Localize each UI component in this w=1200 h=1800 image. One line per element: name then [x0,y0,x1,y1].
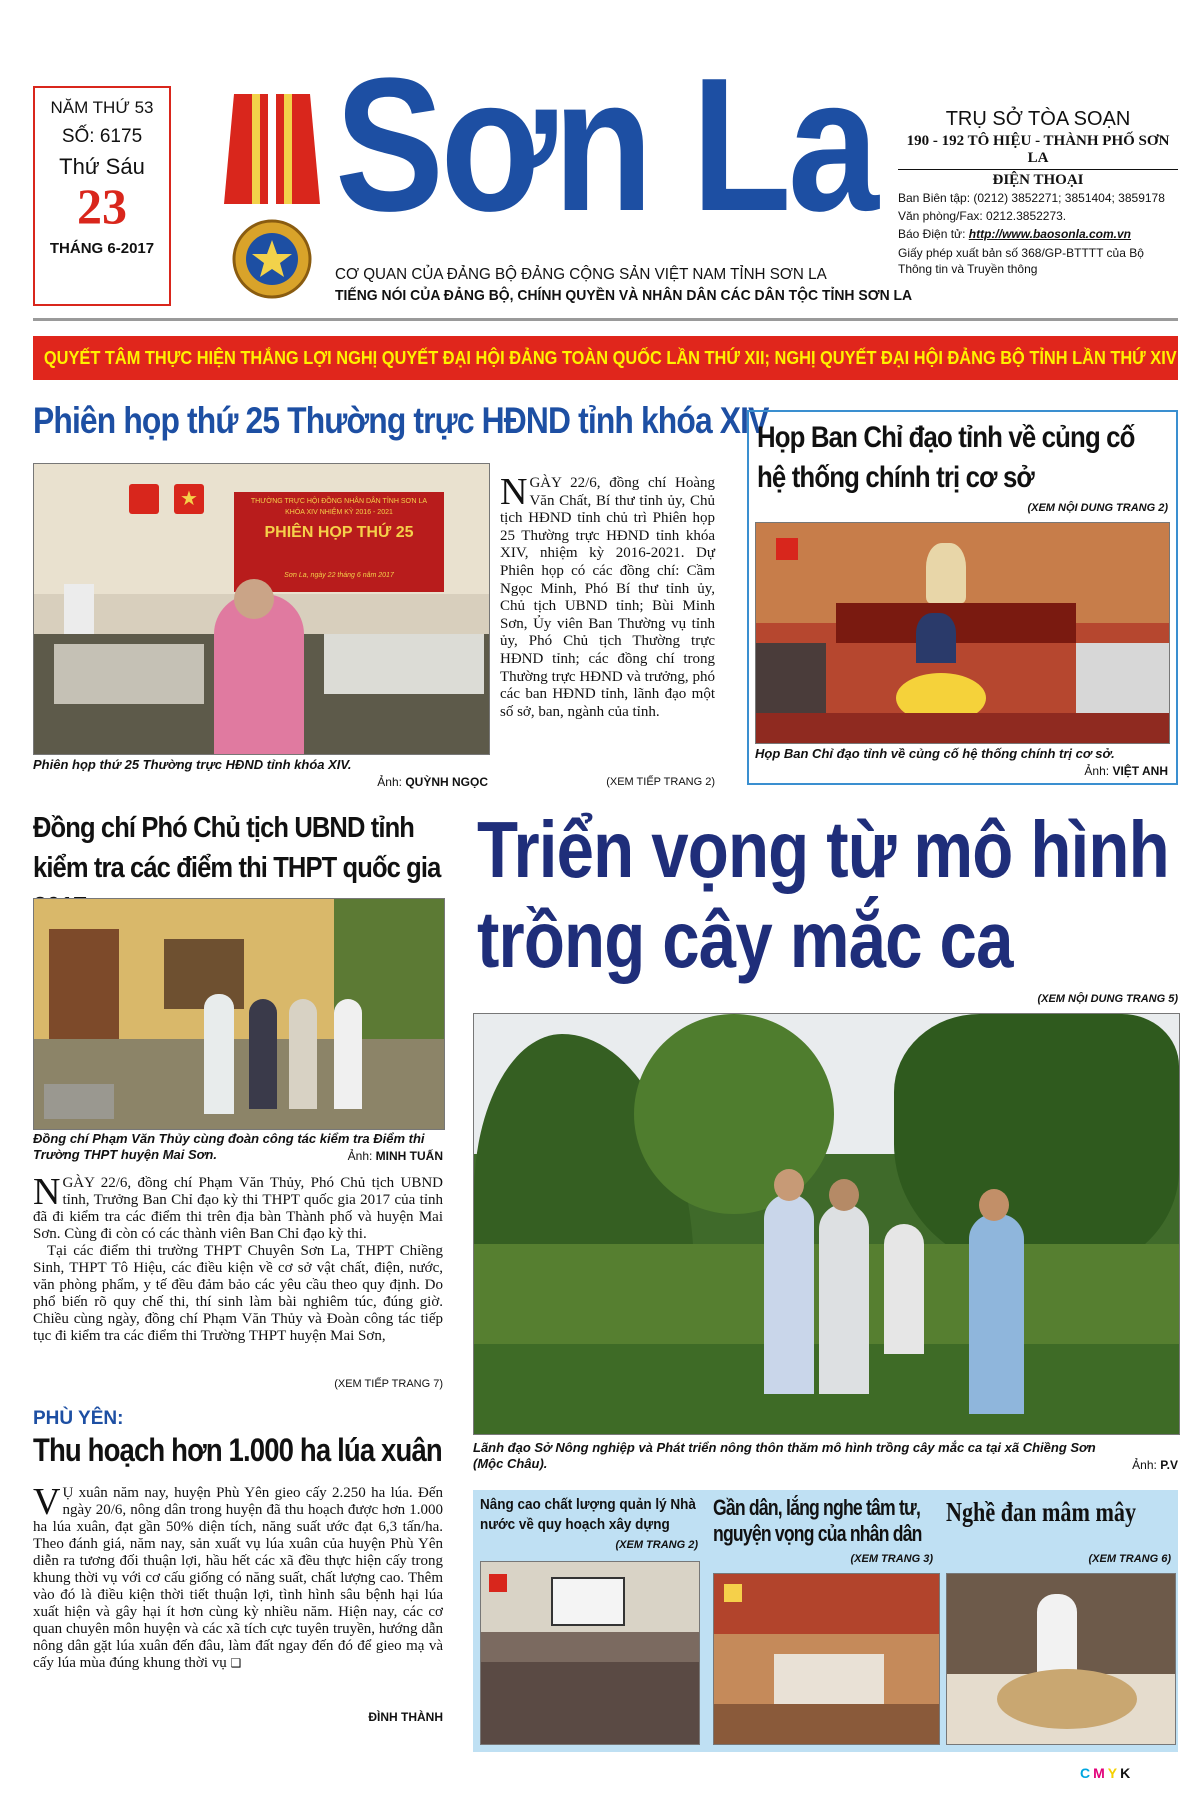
article1-caption: Phiên họp thứ 25 Thường trực HĐND tỉnh khóa XIV. [33,757,352,772]
feature-headline-line1: Triển vọng từ mô hình [477,805,1169,894]
article4-text: Ụ xuân năm nay, huyện Phù Yên gieo cấy 2.250 ha lúa. Đến ngày 20/6, nông dân trong huyện đã thu hoạch được hơn 1.000 ha lúa xuân, đạt gần 50% diện tích, năng suất ước đạt 6,3 tấn/ha. Theo đánh giá, năm nay, sản xuất vụ lúa xuân của huyện Phù Yên diễn ra tương đối thuận lợi, hầu hết các xã đều thực hiện cấy trong khung thời vụ với cơ cấu giống có năng suất, chất lượng cao. Thêm vào đó là điều kiện thời tiết thuận lợi, tình hình sâu bệnh hại lúa xuất hiện và gây hại ít hơn cùng kỳ nhiều năm. Hiện nay, các cơ quan chuyên môn huyện và các xã tích cực tuyên truyền, hướng dẫn nông dân gặt lúa xuân đến đâu, làm đất ngay đến đó để gieo mạ và cấy lúa mùa đúng khung thời vụ [33,1485,443,1671]
teaser-photo [713,1573,940,1745]
credit-name: P.V [1160,1458,1178,1472]
article3-headline: Đồng chí Phó Chủ tịch UBND tỉnh kiểm tra các điểm thi THPT quốc gia [33,812,441,884]
article3-para1: GÀY 22/6, đồng chí Phạm Văn Thủy, Phó Chủ tịch UBND tỉnh, Trưởng Ban Chỉ đạo kỳ thi THPT quốc gia 2017 của tỉnh đã đi kiểm tra các điểm thi trên địa bàn Thành phố và huyện Mai Sơn. Cùng đi còn có các thành viên Ban Chỉ đạo kỳ thi. [33,1175,443,1242]
credit-name: VIỆT ANH [1112,764,1168,778]
article3-body [33,1171,443,1345]
office-phone: Văn phòng/Fax: 0212.3852273. [898,209,1067,223]
newspaper-title: Sơn La [335,39,876,251]
agency-line: CƠ QUAN CỦA ĐẢNG BỘ ĐẢNG CỘNG SẢN VIỆT NAM TỈNH SƠN LA [335,266,827,283]
feature-credit [1060,1458,1178,1472]
teaser-photo [946,1573,1176,1745]
article2-caption: Họp Ban Chỉ đạo tỉnh về củng cố hệ thống chính trị cơ sở. [755,746,1115,761]
hq-address: 190 - 192 TÔ HIỆU - THÀNH PHỐ SƠN LA [898,133,1178,170]
cmyk-k: K [1120,1765,1134,1781]
photo-sign-line3: PHIÊN HỌP THỨ 25 [264,524,414,541]
cmyk-c: C [1080,1765,1094,1781]
article1-credit [300,775,488,789]
article3-continued[interactable]: (XEM TIẾP TRANG 7) [334,1378,443,1390]
teaser-card[interactable] [946,1495,1174,1747]
feature-caption: Lãnh đạo Sở Nông nghiệp và Phát triển nông thôn thăm mô hình trồng cây mắc ca tại xã Chiềng Sơn (Mộc Châu). [473,1440,1096,1471]
day-number: 23 [77,178,127,234]
weekday: Thứ Sáu [59,154,145,179]
feature-headline-line2: trồng cây mắc ca [477,895,1013,984]
article1-body [500,471,715,721]
dropcap: N [500,471,528,513]
contact-block [898,108,1178,277]
month-label: THÁNG 6-2017 [49,240,155,257]
end-mark-icon: ❑ [230,1656,242,1670]
photo-sign-line4: Sơn La, ngày 22 tháng 6 năm 2017 [284,572,394,579]
article3-caption: Đồng chí Phạm Văn Thủy cùng đoàn công tác kiểm tra Điểm thi Trường THPT huyện Mai Sơn. [33,1131,425,1162]
issue-number: SỐ: 6175 [61,126,143,147]
cmyk-marks [1080,1765,1133,1781]
phone-title: ĐIỆN THOẠI [992,172,1084,188]
dropcap: N [33,1171,61,1213]
e-paper-link[interactable]: http://www.baosonla.com.vn [968,227,1131,241]
party-flag-icon [489,1574,507,1592]
photo-sign-line2: KHÓA XIV NHIỆM KỲ 2016 - 2021 [285,509,393,516]
year-label: NĂM THỨ 53 [50,98,154,117]
dropcap: V [33,1481,61,1523]
credit-label: Ảnh: [1132,1458,1157,1472]
credit-label: Ảnh: [377,775,402,789]
article4-author: ĐÌNH THÀNH [368,1710,443,1724]
party-flag-icon [129,484,159,514]
medal-icon [212,84,332,304]
credit-label: Ảnh: [347,1149,373,1163]
teaser-title: Nghề đan mâm mây [946,1497,1137,1527]
teaser-title: Nâng cao chất lượng quản lý Nhà nước về quy hoạch xây dựng [480,1496,696,1533]
credit-name: QUỲNH NGỌC [405,775,488,789]
editorial-phone: Ban Biên tập: (0212) 3852271; 3851404; 3859178 [898,191,1165,205]
article1-headline: Phiên họp thứ 25 Thường trực HĐND tỉnh khóa XIV [33,400,769,441]
bust-icon [926,543,966,603]
e-paper-label: Báo Điện tử: [898,227,966,241]
article4-kicker: PHÙ YÊN: [33,1408,124,1429]
article2-photo [755,522,1170,744]
cmyk-y: Y [1107,1765,1121,1781]
slogan-text: QUYẾT TÂM THỰC HIỆN THẮNG LỢI NGHỊ QUYẾT ĐẠI HỘI ĐẢNG TOÀN QUỐC LẦN THỨ XII; NGHỊ QUYẾT ĐẠI HỘI ĐẢNG BỘ TỈNH LẦN THỨ XIV [43,348,1177,368]
party-flag-icon [776,538,798,560]
article4-headline: Thu hoạch hơn 1.000 ha lúa xuân [33,1432,442,1468]
cmyk-m: M [1093,1765,1108,1781]
slogan-banner [33,336,1178,380]
article2-headline: Họp Ban Chỉ đạo tỉnh về củng cố hệ thống chính trị cơ sở [757,421,1135,494]
teaser-photo [480,1561,700,1745]
article2-ref[interactable]: (XEM NỘI DUNG TRANG 2) [1027,502,1168,514]
license-text: Giấy phép xuất bản số 368/GP-BTTTT của Bộ Thông tin và Truyền thông [898,246,1144,276]
credit-name: MINH TUẤN [375,1149,443,1163]
credit-label: Ảnh: [1084,764,1110,778]
party-flag-icon [724,1584,742,1602]
teaser-title: Gần dân, lắng nghe tâm tư, nguyện vọng của nhân dân [713,1495,922,1546]
article4-body [33,1481,443,1672]
photo-sign-line1: THƯỜNG TRỰC HỘI ĐỒNG NHÂN DÂN TỈNH SƠN LA [250,498,428,505]
article2-credit [990,764,1168,778]
hq-title: TRỤ SỞ TÒA SOẠN [945,108,1131,130]
article1-continued[interactable]: (XEM TIẾP TRANG 2) [606,776,715,788]
article3-photo [33,898,445,1130]
teaser-card[interactable] [480,1495,708,1747]
feature-ref[interactable]: (XEM NỘI DUNG TRANG 5) [1037,993,1178,1005]
article1-text: GÀY 22/6, đồng chí Hoàng Văn Chất, Bí thư tỉnh ủy, Chủ tịch HĐND tỉnh chủ trì Phiên họp 25 Thường trực HĐND tỉnh khóa XIV, nhiệm kỳ 2016-2021. Dự Phiên họp có các đồng chí: Cầm Ngọc Minh, Phó Bí thư tỉnh ủy, Chủ tịch UBND tỉnh; Bùi Minh Sơn, Ủy viên Ban Thường vụ tỉnh ủy, Phó Chủ tịch Thường trực HĐND tỉnh; các đồng chí trong Thường trực HĐND và trưởng, phó các ban HĐND tỉnh, lãnh đạo một số sở, ban, ngành của tỉnh. [500,475,715,720]
teaser-ref: (XEM TRANG 3) [850,1553,933,1565]
masthead-rule [33,318,1178,321]
issue-box [33,86,171,306]
teaser-ref: (XEM TRANG 6) [1088,1553,1171,1565]
article3-para2: Tại các điểm thi trường THPT Chuyên Sơn La, THPT Chiềng Sinh, THPT Tô Hiệu, các điều kiện về cơ sở vật chất, điện, nước, văn phòng phẩm, y tế đều đảm bảo các yêu cầu theo quy định. Do phổ biến rõ quy chế thi, thí sinh làm bài nghiêm túc, đúng giờ. Chiều cùng ngày, đồng chí Phạm Văn Thủy và Đoàn công tác tiếp tục đi kiểm tra các điểm thi Trường THPT huyện Mai Sơn, [33,1243,443,1344]
teaser-ref: (XEM TRANG 2) [615,1539,698,1551]
flag-icon: ★ [174,484,204,514]
teaser-card[interactable] [713,1495,941,1747]
article3-credit [300,1149,443,1163]
voice-line: TIẾNG NÓI CỦA ĐẢNG BỘ, CHÍNH QUYỀN VÀ NHÂN DÂN CÁC DÂN TỘC TỈNH SƠN LA [335,287,913,304]
feature-photo [473,1013,1180,1435]
article1-photo [33,463,490,755]
